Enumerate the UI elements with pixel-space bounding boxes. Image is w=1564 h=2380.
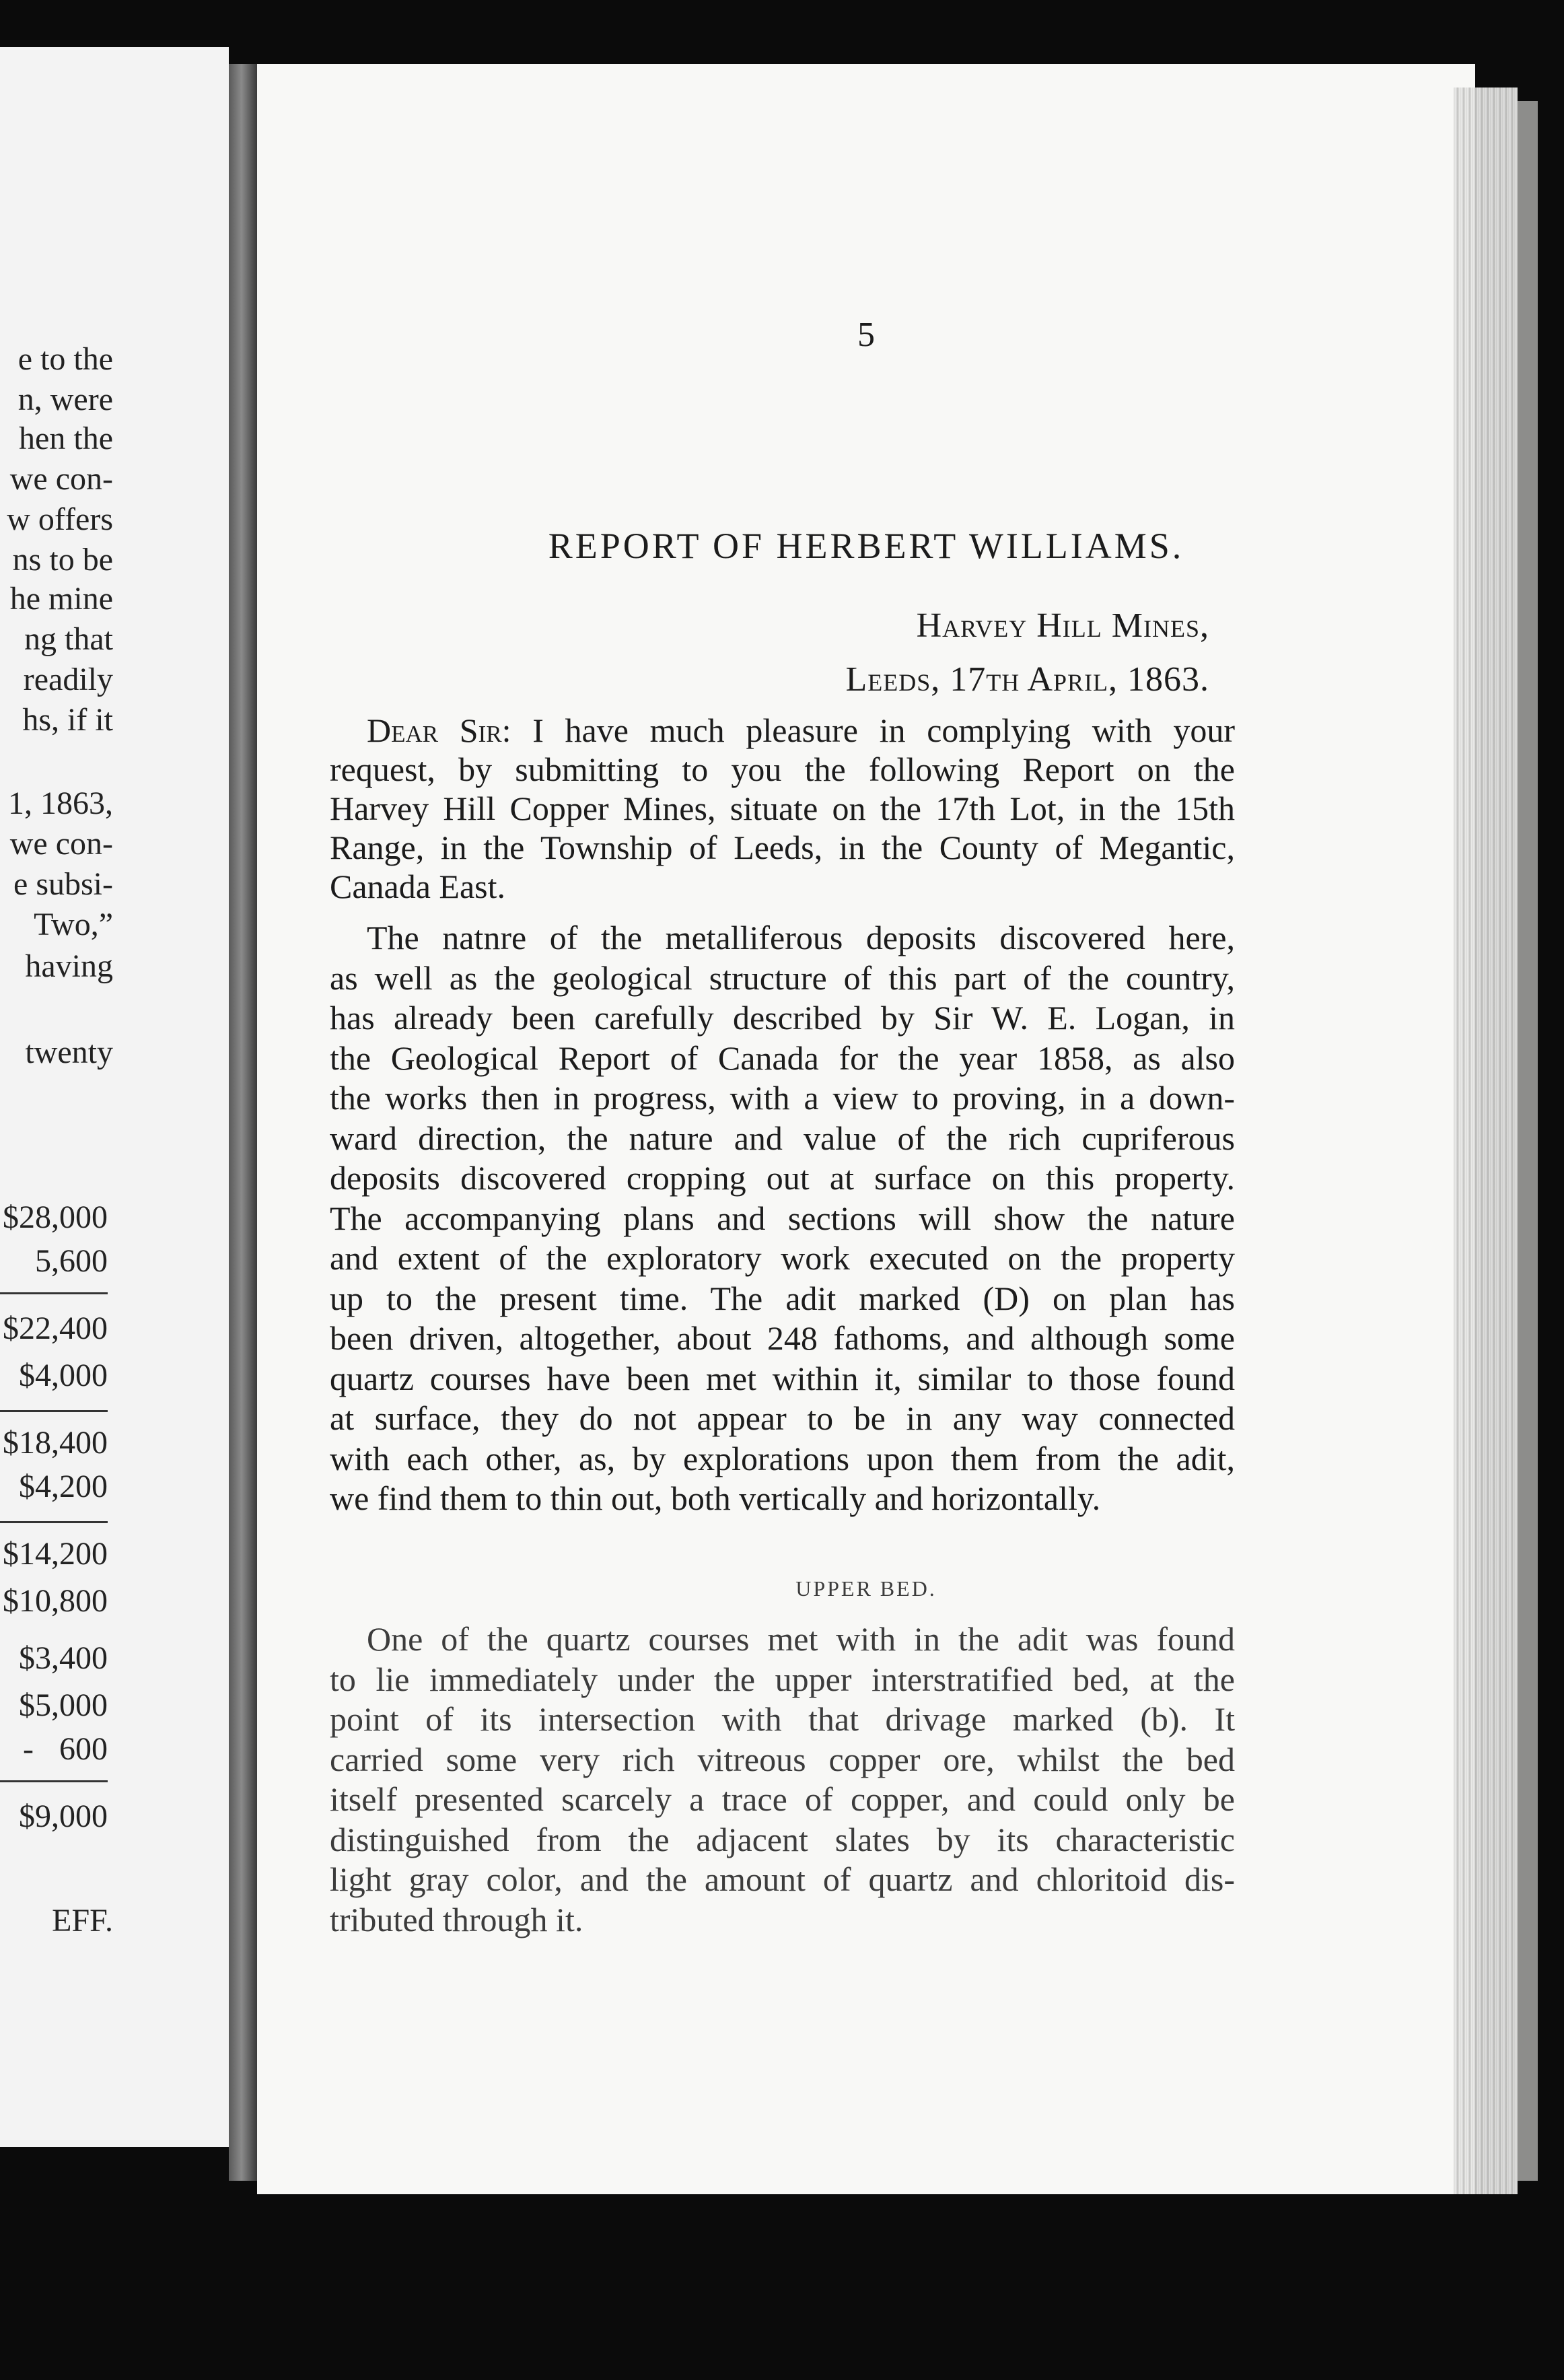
paragraph-2-line: ward direction, the nature and value of the rich cupriferous xyxy=(330,1119,1235,1157)
paragraph-2-line: with each other, as, by explorations upon them from the adit, xyxy=(330,1439,1235,1477)
paragraph-text: I have much pleasure in complying with your xyxy=(532,711,1235,749)
paragraph-3-line: point of its intersection with that drivage marked (b). It xyxy=(330,1700,1235,1738)
previous-page-line: n, were xyxy=(17,382,113,417)
previous-page-line: hs, if it xyxy=(22,702,113,738)
paragraph-3-line: One of the quartz courses met with in the adit was found xyxy=(367,1620,1235,1658)
section-heading-upper-bed: UPPER BED. xyxy=(795,1576,937,1601)
paragraph-2-line: quartz courses have been met within it, similar to those found xyxy=(330,1359,1235,1397)
previous-page-figure: $22,400 xyxy=(3,1310,108,1346)
previous-page-fragment xyxy=(0,47,229,2147)
paragraph-2-line: as well as the geological structure of this part of the country, xyxy=(330,958,1235,997)
paragraph-3-line: carried some very rich vitreous copper ore, whilst the bed xyxy=(330,1740,1235,1778)
previous-page-sum-rule xyxy=(0,1780,108,1782)
page-number: 5 xyxy=(857,316,875,354)
previous-page-line: w offers xyxy=(7,501,113,537)
previous-page-figure: $9,000 xyxy=(19,1798,108,1834)
previous-page-figure: $18,400 xyxy=(3,1425,108,1461)
previous-page-figure: $4,000 xyxy=(19,1358,108,1393)
address-line-location: Harvey Hill Mines, xyxy=(916,606,1209,645)
report-title: REPORT OF HERBERT WILLIAMS. xyxy=(548,526,1184,566)
paragraph-1-line: Canada East. xyxy=(330,868,506,905)
previous-page-line: we con- xyxy=(9,826,113,862)
previous-page-figure: $14,200 xyxy=(3,1536,108,1572)
paragraph-2-line: we find them to thin out, both vertically and horizontally. xyxy=(330,1479,1101,1517)
previous-page-figure: 600 xyxy=(59,1731,108,1767)
paragraph-3-line: to lie immediately under the upper interstratified bed, at the xyxy=(330,1660,1235,1698)
paragraph-1-line: Harvey Hill Copper Mines, situate on the 17th Lot, in the 15th xyxy=(330,790,1235,827)
paragraph-3-line: distinguished from the adjacent slates by its characteristic xyxy=(330,1820,1235,1858)
paragraph-2-line: the Geological Report of Canada for the year 1858, as also xyxy=(330,1039,1235,1077)
paragraph-2-line: The accompanying plans and sections will show the nature xyxy=(330,1199,1235,1237)
previous-page-line: e subsi- xyxy=(13,866,113,902)
page-edge-shadow xyxy=(1518,101,1538,2181)
paragraph-2-line: at surface, they do not appear to be in any way connected xyxy=(330,1399,1235,1437)
page-stack-edge xyxy=(1454,88,1518,2194)
paragraph-2-line: the works then in progress, with a view to proving, in a down- xyxy=(330,1079,1235,1117)
previous-page-dash: - xyxy=(23,1731,34,1767)
previous-page-line: 1, 1863, xyxy=(8,785,113,821)
previous-page-line: e to the xyxy=(17,341,113,377)
previous-page-figure: $4,200 xyxy=(19,1469,108,1504)
book-gutter xyxy=(229,64,257,2181)
previous-page-figure: 5,600 xyxy=(35,1243,108,1279)
paragraph-2-line: and extent of the exploratory work executed on the property xyxy=(330,1239,1235,1277)
previous-page-line: twenty xyxy=(25,1035,113,1070)
paragraph-1-line: request, by submitting to you the following Report on the xyxy=(330,750,1235,788)
previous-page-line: hen the xyxy=(19,421,113,456)
previous-page-sum-rule xyxy=(0,1292,108,1294)
previous-page-figure: $10,800 xyxy=(3,1583,108,1619)
paragraph-1-line: Range, in the Township of Leeds, in the County of Megantic, xyxy=(330,829,1235,866)
paragraph-2-line: has already been carefully described by Sir W. E. Logan, in xyxy=(330,999,1235,1037)
address-line-date: Leeds, 17th April, 1863. xyxy=(845,660,1209,699)
previous-page-sum-rule xyxy=(0,1410,108,1412)
previous-page-line: ng that xyxy=(24,621,113,657)
paragraph-3-line: light gray color, and the amount of quartz and chloritoid dis- xyxy=(330,1860,1235,1898)
paragraph-3-line: itself presented scarcely a trace of copper, and could only be xyxy=(330,1780,1235,1818)
paragraph-2-line: up to the present time. The adit marked (D) on plan has xyxy=(330,1279,1235,1317)
previous-page-line: readily xyxy=(23,662,113,697)
previous-page-signature: EFF. xyxy=(52,1903,113,1938)
previous-page-figure: $28,000 xyxy=(3,1199,108,1235)
previous-page-sum-rule xyxy=(0,1521,108,1523)
previous-page-line: Two,” xyxy=(34,907,113,942)
previous-page-figure: $3,400 xyxy=(19,1640,108,1676)
paragraph-3-line: tributed through it. xyxy=(330,1900,583,1938)
paragraph-1-line xyxy=(330,713,1235,747)
previous-page-figure: $5,000 xyxy=(19,1687,108,1723)
previous-page-text xyxy=(0,47,229,2147)
paragraph-2-line: been driven, altogether, about 248 fathoms, and although some xyxy=(330,1319,1235,1357)
previous-page-line: he mine xyxy=(9,581,113,617)
previous-page-line: ns to be xyxy=(12,542,113,578)
salutation: Dear Sir: xyxy=(367,711,533,749)
paragraph-2-line: The natnre of the metalliferous deposits discovered here, xyxy=(367,919,1235,956)
previous-page-line: we con- xyxy=(9,461,113,497)
paragraph-2-line: deposits discovered cropping out at surface on this property. xyxy=(330,1159,1235,1197)
previous-page-line: having xyxy=(25,948,113,984)
